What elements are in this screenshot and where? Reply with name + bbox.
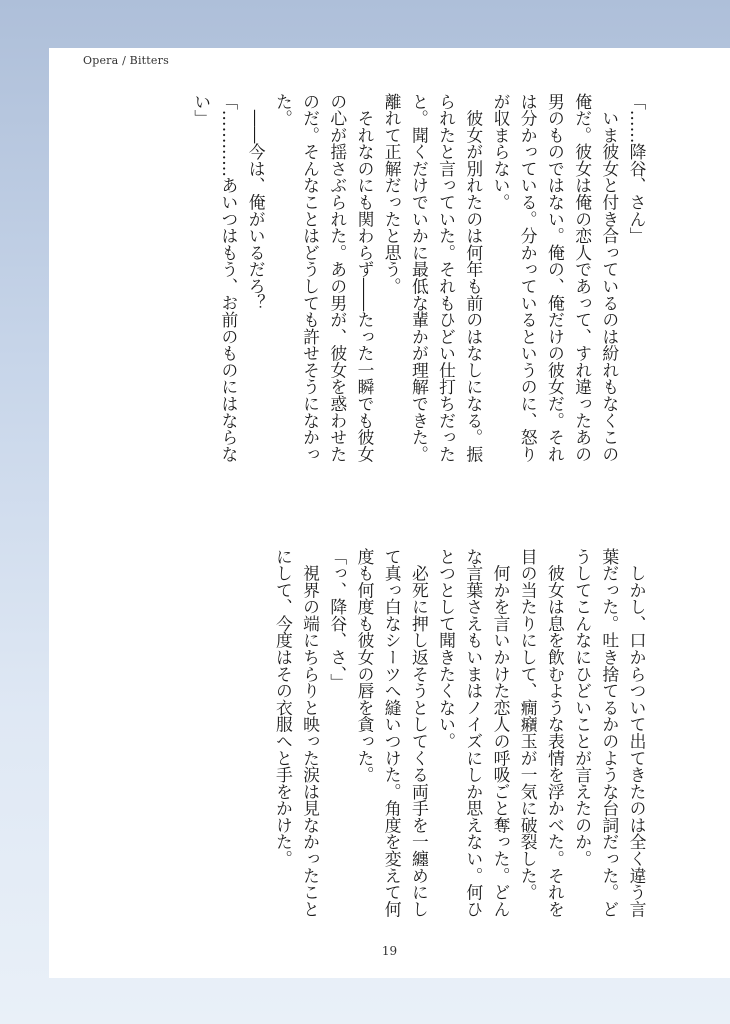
text-line: 男のものではない。俺の、俺だけの彼女だ。それ xyxy=(545,93,566,463)
text-line: 離れて正解だったと思う。 xyxy=(382,93,403,295)
text-line: とつとして聞きたくない。 xyxy=(436,548,457,750)
text-line: が収まらない。 xyxy=(490,93,511,211)
text-block-lower xyxy=(269,548,650,968)
text-line: 「……降谷、さん」 xyxy=(627,93,647,245)
text-line: と。聞くだけでいかに最低な輩かが理解できた。 xyxy=(409,93,430,463)
book-page xyxy=(49,48,730,978)
text-line: は分かっている。分かっているというのに、怒り xyxy=(518,93,539,463)
text-block-upper xyxy=(188,93,650,513)
text-line: 葉だった。吐き捨てるかのような台詞だった。ど xyxy=(599,548,620,918)
text-line: しかし、口からついて出てきたのは全く違う言 xyxy=(627,548,647,918)
running-header: Opera / Bitters xyxy=(83,54,169,67)
text-line: 俺だ。彼女は俺の恋人であって、すれ違ったあの xyxy=(572,93,593,463)
text-line: ――今は、俺がいるだろ？ xyxy=(246,93,267,312)
text-line: 目の当たりにして、癇癪玉が一気に破裂した。 xyxy=(518,548,539,901)
text-line: 何かを言いかけた恋人の呼吸ごと奪った。どん xyxy=(490,548,511,918)
page-number: 19 xyxy=(381,944,398,958)
text-line: て真っ白なシーツへ縫いつけた。角度を変えて何 xyxy=(382,548,403,918)
text-line: のだ。そんなことはどうしても許せそうになかっ xyxy=(300,93,321,463)
text-line: 度も何度も彼女の唇を貪った。 xyxy=(354,548,375,784)
text-line: 彼女が別れたのは何年も前のはなしになる。振 xyxy=(463,93,484,463)
text-line: 彼女は息を飲むような表情を浮かべた。それを xyxy=(545,548,566,918)
text-line: 視界の端にちらりと映った涙は見なかったこと xyxy=(300,548,321,918)
text-line: い」 xyxy=(191,93,212,127)
text-line: 必死に押し返そうとしてくる両手を一纏めにし xyxy=(409,548,430,918)
text-line: 「…………あいつはもう、お前のものにはならな xyxy=(218,93,239,463)
text-line: それなのにも関わらず――たった一瞬でも彼女 xyxy=(354,93,375,463)
text-line: 「っ、降谷、さ、」 xyxy=(327,548,348,691)
text-line: られたと言っていた。それもひどい仕打ちだった xyxy=(436,93,457,463)
text-line: にして、今度はその衣服へと手をかけた。 xyxy=(273,548,294,868)
text-line: いま彼女と付き合っているのは紛れもなくこの xyxy=(599,93,620,463)
text-line: な言葉さえもいまはノイズにしか思えない。何ひ xyxy=(463,548,484,918)
text-line: うしてこんなにひどいことが言えたのか。 xyxy=(572,548,593,868)
text-line: た。 xyxy=(273,93,294,127)
text-line: の心が揺さぶられた。あの男が、彼女を惑わせた xyxy=(327,93,348,463)
